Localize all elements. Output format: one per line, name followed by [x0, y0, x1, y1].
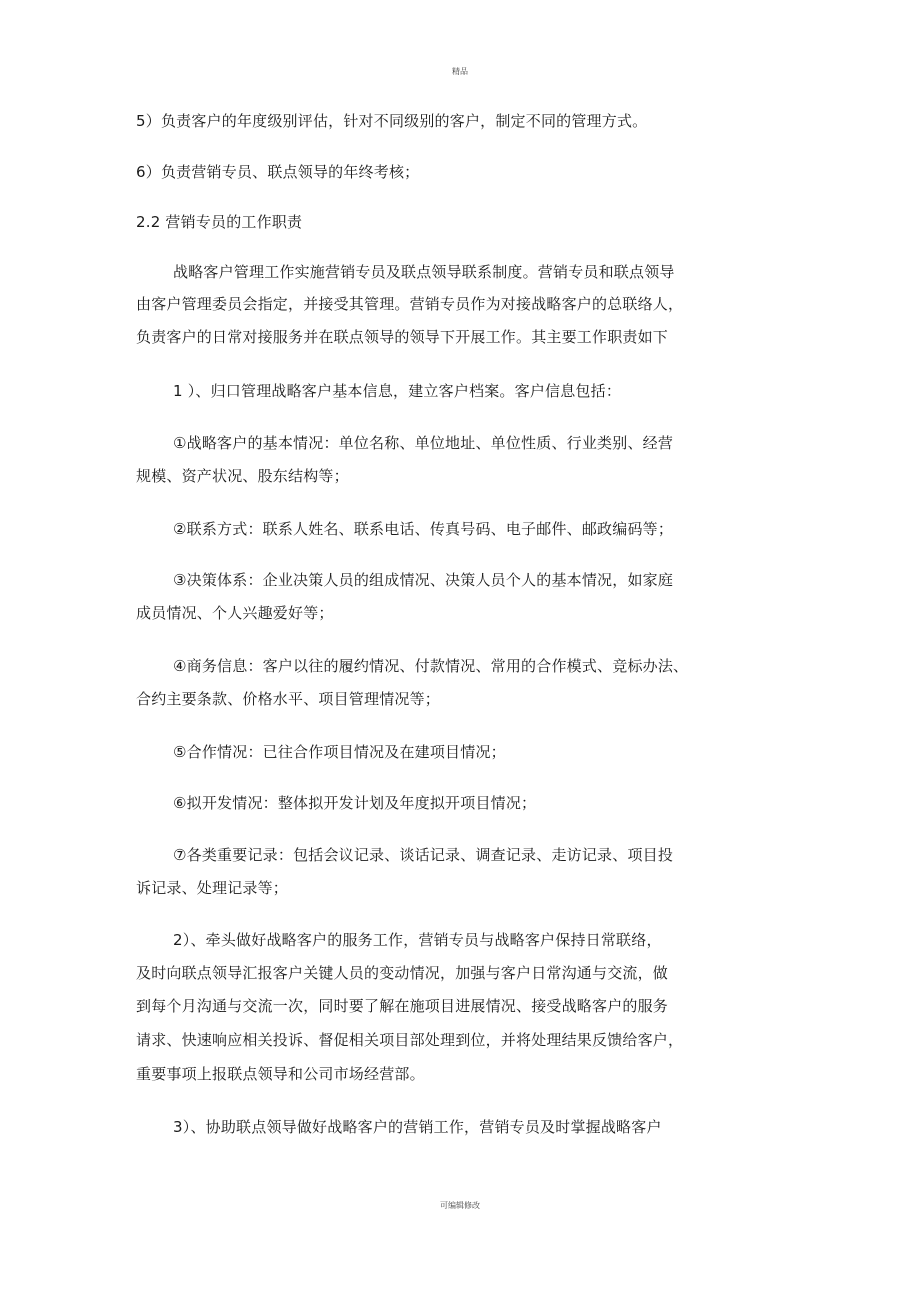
text-line: 负责客户的日常对接服务并在联点领导的领导下开展工作。其主要工作职责如下: [136, 328, 669, 346]
list-item-heading: 2）、牵头做好战略客户的服务工作，营销专员与战略客户保持日常联络，: [173, 931, 662, 949]
page-footer: 可编辑修改: [440, 1201, 480, 1210]
text-line: 请求、快速响应相关投诉、督促相关项目部处理到位，并将处理结果反馈给客户，: [136, 1031, 684, 1049]
text-line: ⑦各类重要记录：包括会议记录、谈话记录、调查记录、走访记录、项目投: [173, 846, 674, 864]
text-line: ③决策体系：企业决策人员的组成情况、决策人员个人的基本情况，如家庭: [173, 571, 674, 589]
text-line: 到每个月沟通与交流一次，同时要了解在施项目进展情况、接受战略客户的服务: [136, 997, 669, 1015]
section-heading: 2.2 营销专员的工作职责: [136, 213, 303, 231]
text-line: 由客户管理委员会指定，并接受其管理。营销专员作为对接战略客户的总联络人，: [136, 295, 684, 313]
text-line: 成员情况、个人兴趣爱好等；: [136, 604, 334, 622]
text-line: ①战略客户的基本情况：单位名称、单位地址、单位性质、行业类别、经营: [173, 434, 674, 452]
text-line: ⑥拟开发情况：整体拟开发计划及年度拟开项目情况；: [173, 794, 537, 812]
page-header: 精品: [452, 67, 468, 76]
text-line: ④商务信息：客户以往的履约情况、付款情况、常用的合作模式、竞标办法、: [173, 657, 689, 675]
text-line: ⑤合作情况：已往合作项目情况及在建项目情况；: [173, 743, 506, 761]
text-line: 5）负责客户的年度级别评估，针对不同级别的客户，制定不同的管理方式。: [136, 112, 648, 130]
text-line: 合约主要条款、价格水平、项目管理情况等；: [136, 690, 441, 708]
list-item-heading: 1 ）、归口管理战略客户基本信息，建立客户档案。客户信息包括：: [173, 382, 622, 400]
list-item-heading: 3）、协助联点领导做好战略客户的营销工作，营销专员及时掌握战略客户: [173, 1118, 662, 1136]
text-line: 重要事项上报联点领导和公司市场经营部。: [136, 1065, 425, 1083]
text-line: ②联系方式：联系人姓名、联系电话、传真号码、电子邮件、邮政编码等；: [173, 520, 674, 538]
text-line: 6）负责营销专员、联点领导的年终考核；: [136, 163, 420, 181]
text-line: 诉记录、处理记录等；: [136, 879, 289, 897]
text-line: 及时向联点领导汇报客户关键人员的变动情况，加强与客户日常沟通与交流，做: [136, 964, 669, 982]
text-line: 规模、资产状况、股东结构等；: [136, 467, 349, 485]
text-line: 战略客户管理工作实施营销专员及联点领导联系制度。营销专员和联点领导: [173, 263, 675, 281]
